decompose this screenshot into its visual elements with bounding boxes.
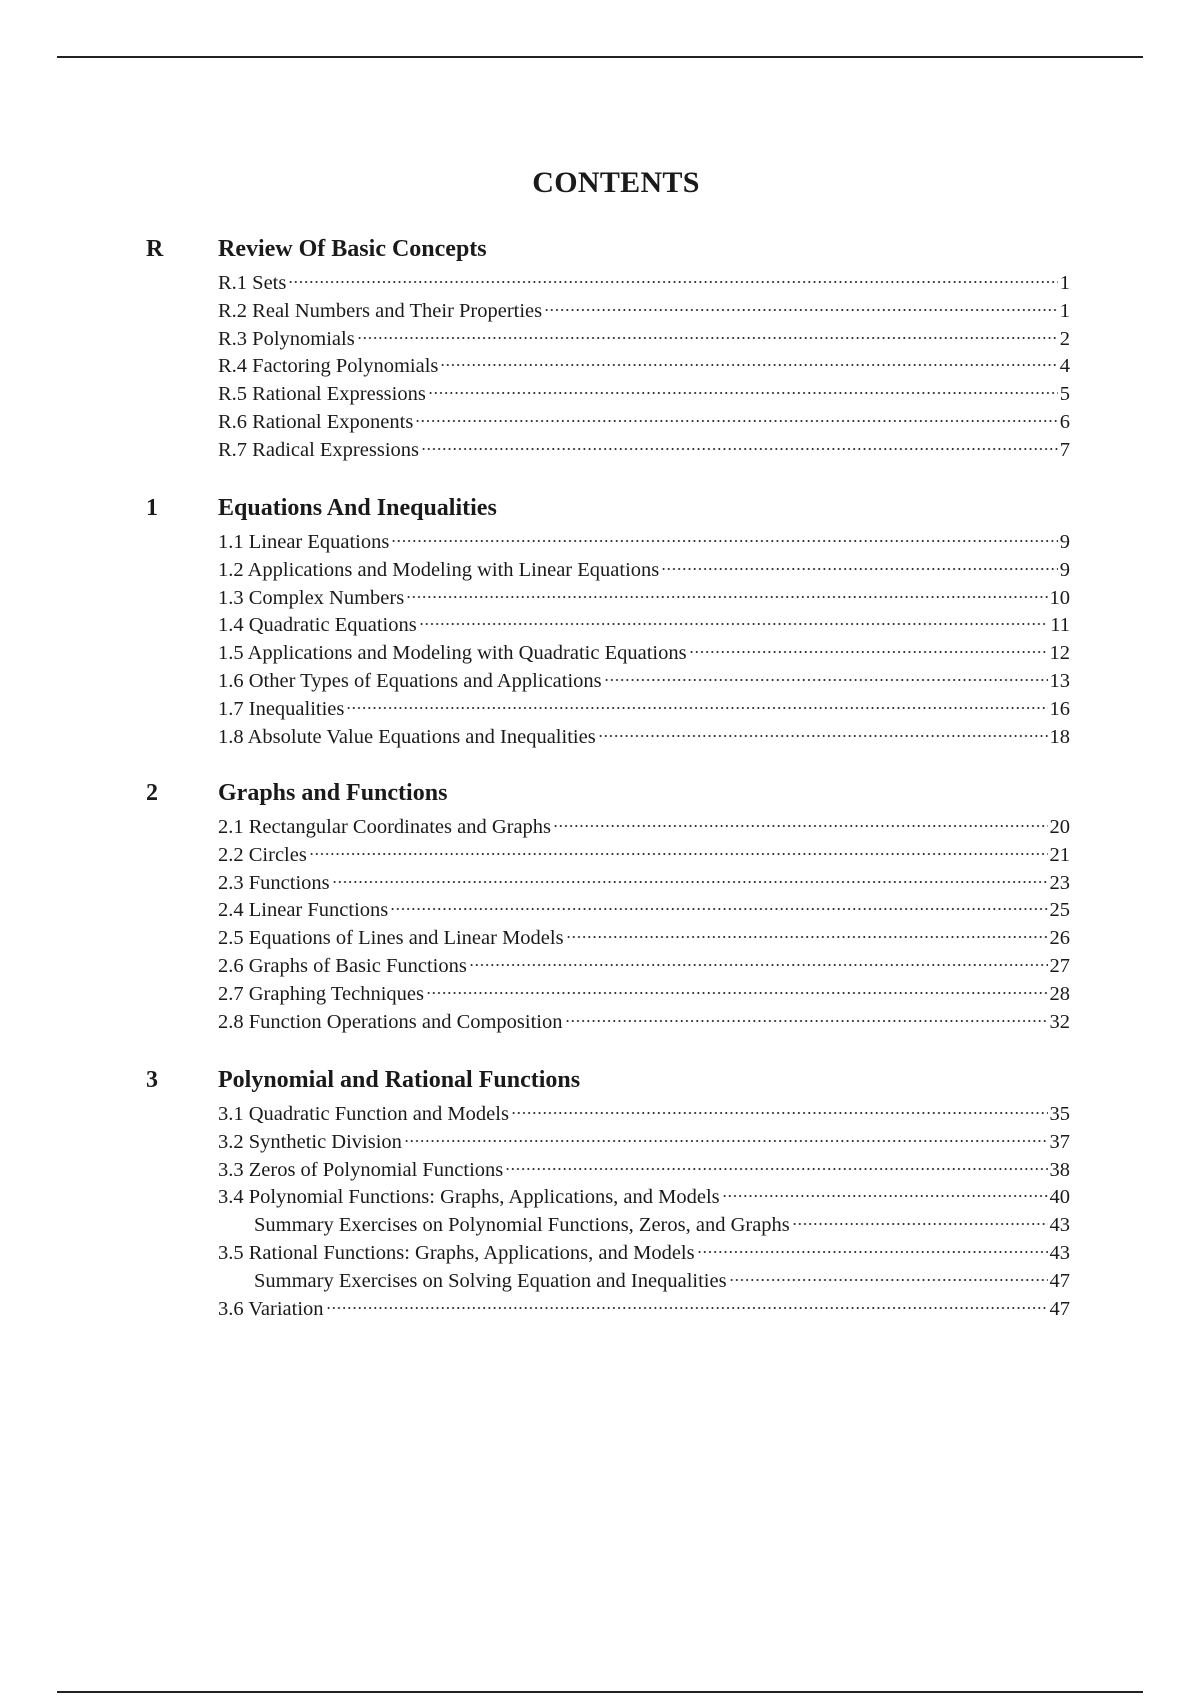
dot-leader [792,1222,1048,1226]
toc-entry-label: 2.1 Rectangular Coordinates and Graphs [218,816,552,838]
toc-entry-label: 1.3 Complex Numbers [218,586,405,609]
chapter-title: Polynomial and Rational Functions [218,1067,581,1093]
chapter-title: Equations And Inequalities [218,495,497,521]
toc-entry-page: 27 [1049,954,1070,977]
toc-entry[interactable] [218,1296,1070,1324]
toc-entry-page: 7 [1059,438,1070,461]
toc-entry-page: 6 [1059,410,1070,433]
toc-entry[interactable] [218,1129,1070,1157]
toc-entry-label: 3.1 Quadratic Function and Models [218,1103,509,1125]
dot-leader [357,336,1058,340]
toc-entry-label: R.6 Rational Exponents [218,410,414,433]
dot-leader [419,622,1049,626]
toc-entry[interactable] [218,557,1070,585]
toc-entry-label: 2.6 Graphs of Basic Functions [218,954,467,977]
toc-entry-page: 43 [1049,1214,1070,1237]
chapter-heading [0,780,1200,814]
chapter-number: R [146,236,164,262]
dot-leader [729,1278,1048,1282]
toc-entry-label: 2.7 Graphing Techniques [218,982,424,1005]
toc-entry[interactable] [218,981,1070,1009]
toc-entry-page: 1 [1059,272,1070,294]
toc-entry-page: 2 [1059,327,1070,350]
toc-subentry[interactable] [218,1212,1070,1240]
dot-leader [722,1194,1048,1198]
dot-leader [505,1167,1047,1171]
chapter-heading [0,236,1200,270]
toc-entry[interactable] [218,585,1070,613]
dot-leader [391,539,1057,543]
chapter-heading [0,495,1200,529]
toc-entry-page: 5 [1059,383,1070,406]
toc-entry-page: 26 [1049,927,1070,950]
toc-entry-page: 28 [1049,982,1070,1005]
dot-leader [511,1111,1048,1115]
dot-leader [404,1139,1048,1143]
toc-entry-page: 38 [1049,1158,1070,1181]
toc-entry[interactable] [218,696,1070,724]
toc-entry-label: 1.7 Inequalities [218,697,345,720]
toc-entry[interactable] [218,897,1070,925]
toc-entry-page: 1 [1059,299,1070,322]
dot-leader [553,824,1047,828]
toc-entry-page: 23 [1049,871,1070,894]
dot-leader [309,852,1048,856]
chapter-heading [0,1067,1200,1101]
toc-entry[interactable] [218,1009,1070,1037]
toc-entry-label: 1.6 Other Types of Equations and Applications [218,669,602,692]
toc-entry-label: 1.2 Applications and Modeling with Linear Equations [218,558,660,581]
toc-entry-page: 40 [1049,1186,1070,1209]
toc-entry-label: R.7 Radical Expressions [218,438,419,461]
toc-entry-label: R.5 Rational Expressions [218,383,426,406]
toc-entry-label: Summary Exercises on Polynomial Functions, Zeros, and Graphs [254,1214,790,1237]
toc-entry-page: 13 [1049,669,1070,692]
toc-entry-page: 25 [1049,899,1070,922]
dot-leader [689,650,1048,654]
dot-leader [604,678,1048,682]
dot-leader [288,280,1057,284]
toc-entry-label: 1.8 Absolute Value Equations and Inequalities [218,725,596,748]
toc-entry-label: 1.4 Quadratic Equations [218,614,417,637]
toc-entry-label: R.3 Polynomials [218,327,355,350]
toc-entry-page: 10 [1049,586,1070,609]
toc-entry[interactable] [218,298,1070,326]
toc-entry-label: 3.5 Rational Functions: Graphs, Applications, and Models [218,1241,695,1264]
dot-leader [421,447,1058,451]
toc-entry[interactable] [218,724,1070,752]
toc-entry[interactable] [218,668,1070,696]
toc-entry-label: 2.2 Circles [218,843,307,866]
toc-entry-label: 3.2 Synthetic Division [218,1130,402,1153]
dot-leader [440,363,1057,367]
toc-entry-label: R.1 Sets [218,272,287,294]
toc-entry-page: 16 [1049,697,1070,720]
toc-entry-page: 9 [1059,558,1070,581]
toc-entry[interactable] [218,381,1070,409]
page-title: CONTENTS [532,166,700,199]
toc-entry-page: 9 [1059,531,1070,553]
dot-leader [426,991,1048,995]
toc-entry-label: R.4 Factoring Polynomials [218,355,439,378]
top-rule [57,56,1143,58]
toc-entry-page: 32 [1049,1010,1070,1033]
toc-entry-label: 2.3 Functions [218,871,330,894]
toc-entry-page: 43 [1049,1241,1070,1264]
dot-leader [332,880,1048,884]
toc-entry-label: 1.1 Linear Equations [218,531,390,553]
toc-entry[interactable] [218,1184,1070,1212]
toc-entry-label: 1.5 Applications and Modeling with Quadratic Equations [218,642,687,665]
toc-entry-label: R.2 Real Numbers and Their Properties [218,299,543,322]
toc-entry-page: 18 [1049,725,1070,748]
chapter-title: Review Of Basic Concepts [218,236,487,262]
toc-list [0,814,1200,1036]
toc-entry[interactable] [218,1157,1070,1185]
toc-entry[interactable] [218,842,1070,870]
toc-entry-label: 3.3 Zeros of Polynomial Functions [218,1158,504,1181]
dot-leader [661,567,1057,571]
bottom-rule [57,1691,1143,1693]
dot-leader [326,1306,1048,1310]
toc-entry-page: 47 [1049,1269,1070,1292]
toc-entry-page: 11 [1050,614,1070,637]
toc-entry-page: 37 [1049,1130,1070,1153]
dot-leader [697,1250,1048,1254]
dot-leader [428,391,1058,395]
chapter-r [0,236,1200,465]
chapter-3 [0,1067,1200,1323]
toc-entry-page: 21 [1049,843,1070,866]
chapter-title: Graphs and Functions [218,780,448,806]
toc-entry-page: 47 [1049,1297,1070,1320]
chapter-number: 2 [146,780,158,806]
toc-entry-label: 2.4 Linear Functions [218,899,389,922]
dot-leader [406,595,1047,599]
toc-entry[interactable] [218,409,1070,437]
dot-leader [566,935,1048,939]
toc-entry-label: 3.4 Polynomial Functions: Graphs, Applications, and Models [218,1186,720,1209]
chapter-2 [0,780,1200,1036]
dot-leader [469,963,1048,967]
dot-leader [415,419,1057,423]
toc-list [0,270,1200,465]
dot-leader [598,734,1048,738]
toc-entry-label: 2.8 Function Operations and Composition [218,1010,563,1033]
toc-subentry[interactable] [218,1268,1070,1296]
chapter-number: 1 [146,495,158,521]
dot-leader [565,1019,1048,1023]
toc-entry[interactable] [218,640,1070,668]
toc-entry[interactable] [218,612,1070,640]
toc-entry-label: 3.6 Variation [218,1297,324,1320]
toc-entry-page: 35 [1049,1103,1070,1125]
chapter-number: 3 [146,1067,158,1093]
dot-leader [346,706,1047,710]
toc-entry-label: Summary Exercises on Solving Equation and Inequalities [254,1269,727,1292]
toc-entry[interactable] [218,326,1070,354]
toc-entry[interactable] [218,529,1070,557]
toc-entry[interactable] [218,270,1070,298]
dot-leader [390,907,1047,911]
toc-entry-label: 2.5 Equations of Lines and Linear Models [218,927,564,950]
toc-entry[interactable] [218,1101,1070,1129]
toc-list [0,529,1200,751]
toc-entry-page: 12 [1049,642,1070,665]
toc-entry[interactable] [218,437,1070,465]
toc-entry[interactable] [218,870,1070,898]
toc-entry[interactable] [218,814,1070,842]
toc-entry-page: 20 [1049,816,1070,838]
toc-list [0,1101,1200,1323]
chapter-1 [0,495,1200,751]
toc-entry[interactable] [218,1240,1070,1268]
toc-entry[interactable] [218,953,1070,981]
toc-entry[interactable] [218,353,1070,381]
toc-entry-page: 4 [1059,355,1070,378]
toc-entry[interactable] [218,925,1070,953]
dot-leader [544,308,1058,312]
